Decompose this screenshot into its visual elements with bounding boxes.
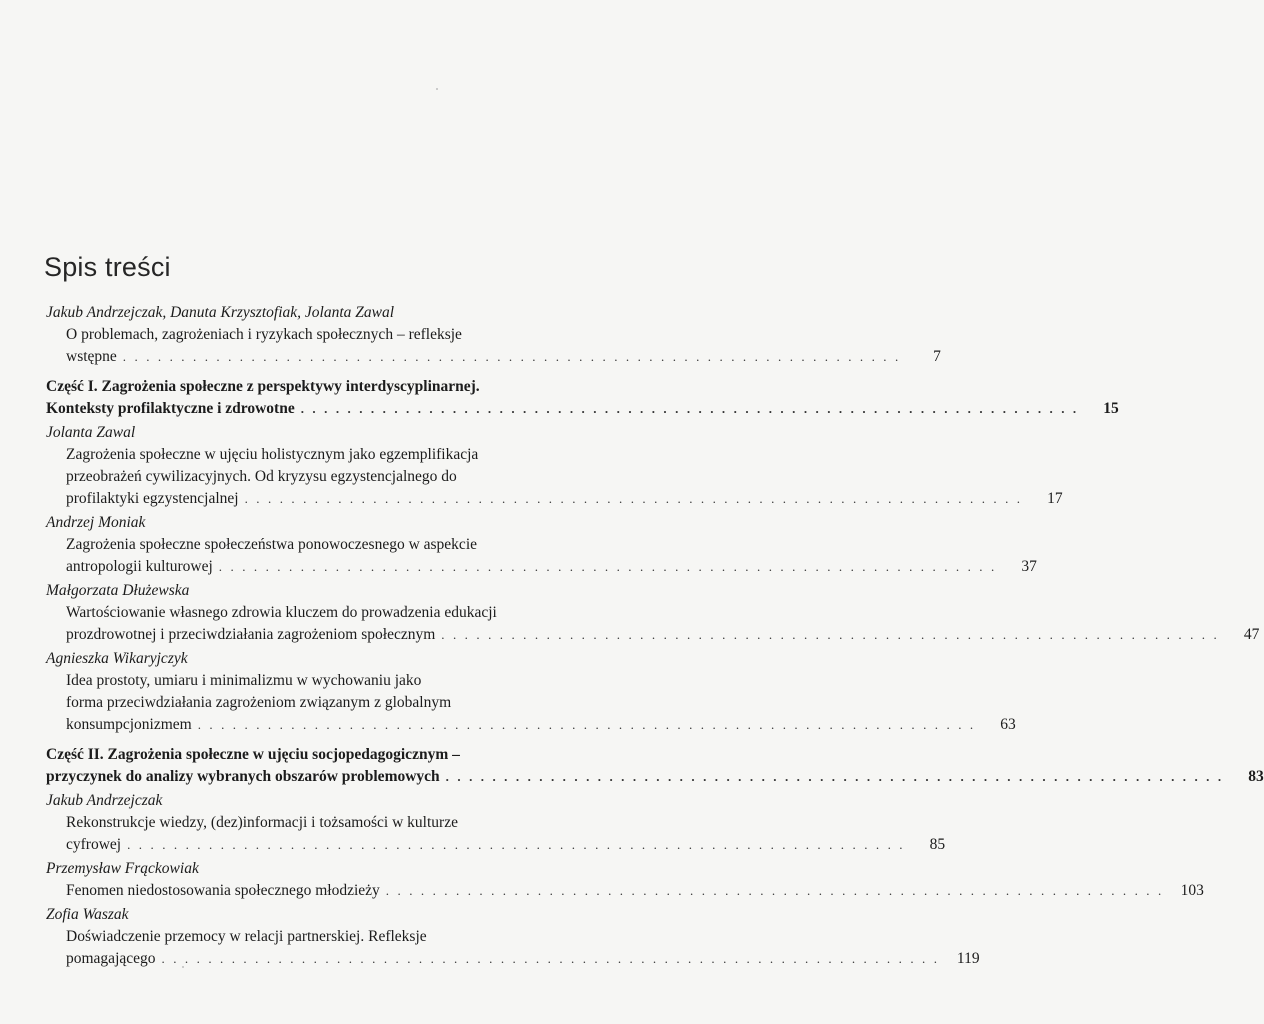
entry-title-line: cyfrowej [66,836,122,853]
entry-last-line [66,714,1016,736]
entry-title-line: wstępne [66,348,117,365]
entry-title-line: Zagrożenia społeczne w ujęciu holistycznym jako egzemplifikacja [66,446,479,463]
dot-leader: . . . . . . . . . . . . . . . . . . . . . . . . . . . . . . . . . . . . . . . . . . . . . . . . . . . . . . . . . . . . . . . . . . . [445,769,1224,784]
page-number: 103 [1180,882,1204,899]
entry-title-line: prozdrowotnej i przeciwdziałania zagrożeniom społecznym [66,626,436,643]
entry-title-line: forma przeciwdziałania zagrożeniom związanym z globalnym [66,694,452,711]
entry-last-line [66,556,1037,578]
entry-last-line [66,948,980,970]
entry-last-line [46,398,1119,420]
page-number: 63 [1000,716,1016,733]
entry-title-line: antropologii kulturowej [66,558,213,575]
page-number: 47 [1243,626,1260,643]
entry-title-line: Wartościowanie własnego zdrowia kluczem do prowadzenia edukacji [66,604,497,621]
toc-part-heading [46,744,1264,788]
entry-title-line: Część II. Zagrożenia społeczne w ujęciu socjopedagogicznym – [46,746,460,763]
entry-title-line: profilaktyki egzystencjalnej [66,490,239,507]
entry-title-line: pomagającego [66,950,156,967]
toc-entry [46,858,1204,902]
entry-author: Jolanta Zawal [46,424,136,441]
entry-title-line: przeobrażeń cywilizacyjnych. Od kryzysu egzystencjalnego do [66,468,457,485]
page-number: 37 [1021,558,1037,575]
entry-author: Jakub Andrzejczak, Danuta Krzysztofiak, Jolanta Zawal [46,304,395,321]
dot-leader: . . . . . . . . . . . . . . . . . . . . . . . . . . . . . . . . . . . . . . . . . . . . . . . . . . . . . . . . . . . . . . . . . . . [300,401,1079,416]
entry-author: Agnieszka Wikaryjczyk [46,650,188,667]
entry-title-line: Zagrożenia społeczne społeczeństwa ponowoczesnego w aspekcie [66,536,477,553]
page-number: 15 [1103,400,1119,417]
toc-entry [46,790,946,856]
entry-author: Andrzej Moniak [46,514,146,531]
entry-author: Przemysław Frąckowiak [46,860,199,877]
dot-leader: . . . . . . . . . . . . . . . . . . . . . . . . . . . . . . . . . . . . . . . . . . . . . . . . . . . . . . . . . . . . . . . . . . . [441,627,1220,642]
page-number: 119 [956,950,980,967]
dot-leader: . . . . . . . . . . . . . . . . . . . . . . . . . . . . . . . . . . . . . . . . . . . . . . . . . . . . . . . . . . . . . . . . . . . [244,491,1023,506]
dot-leader: . . . . . . . . . . . . . . . . . . . . . . . . . . . . . . . . . . . . . . . . . . . . . . . . . . . . . . . . . . . . . . . . . . . [385,883,1164,898]
dot-leader: . . . . . . . . . . . . . . . . . . . . . . . . . . . . . . . . . . . . . . . . . . . . . . . . . . . . . . . . . . . . . . . . . . . [122,349,901,364]
entry-title-line: Doświadczenie przemocy w relacji partnerskiej. Refleksje [66,928,427,945]
toc-entry [46,648,1016,736]
page-number: 17 [1047,490,1063,507]
paper-speck [182,966,184,968]
entry-last-line [66,346,941,368]
page-number: 83 [1248,768,1264,785]
entry-last-line [66,624,1260,646]
dot-leader: . . . . . . . . . . . . . . . . . . . . . . . . . . . . . . . . . . . . . . . . . . . . . . . . . . . . . . . . . . . . . . . . . . . [161,951,940,966]
toc-part-heading [46,376,1119,420]
entry-title-line: przyczynek do analizy wybranych obszarów problemowych [46,768,440,785]
entry-title-line: Część I. Zagrożenia społeczne z perspektywy interdyscyplinarnej. [46,378,480,395]
entry-title-line: Konteksty profilaktyczne i zdrowotne [46,400,295,417]
toc-entry [46,422,1063,510]
entry-author: Jakub Andrzejczak [46,792,163,809]
toc-entry [46,904,980,970]
entry-title-line: konsumpcjonizmem [66,716,192,733]
paper-speck [436,88,438,90]
page-title: Spis treści [44,252,171,282]
entry-title-line: Fenomen niedostosowania społecznego młodzieży [66,882,380,899]
dot-leader: . . . . . . . . . . . . . . . . . . . . . . . . . . . . . . . . . . . . . . . . . . . . . . . . . . . . . . . . . . . . . . . . . . . [218,559,997,574]
dot-leader: . . . . . . . . . . . . . . . . . . . . . . . . . . . . . . . . . . . . . . . . . . . . . . . . . . . . . . . . . . . . . . . . . . . [197,717,976,732]
entry-title-line: Idea prostoty, umiaru i minimalizmu w wychowaniu jako [66,672,422,689]
entry-last-line [66,880,1204,902]
table-of-contents [46,300,1264,970]
page-number: 85 [929,836,946,853]
entry-author: Małgorzata Dłużewska [46,582,190,599]
page-number: 7 [933,348,941,365]
dot-leader: . . . . . . . . . . . . . . . . . . . . . . . . . . . . . . . . . . . . . . . . . . . . . . . . . . . . . . . . . . . . . . . . . . . [127,837,906,852]
toc-entry [46,302,941,368]
entry-last-line [46,766,1264,788]
entry-title-line: O problemach, zagrożeniach i ryzykach społecznych – refleksje [66,326,462,343]
toc-entry [46,512,1037,578]
toc-entry [46,580,1260,646]
entry-title-line: Rekonstrukcje wiedzy, (dez)informacji i tożsamości w kulturze [66,814,458,831]
entry-author: Zofia Waszak [46,906,129,923]
entry-last-line [66,834,946,856]
entry-last-line [66,488,1063,510]
